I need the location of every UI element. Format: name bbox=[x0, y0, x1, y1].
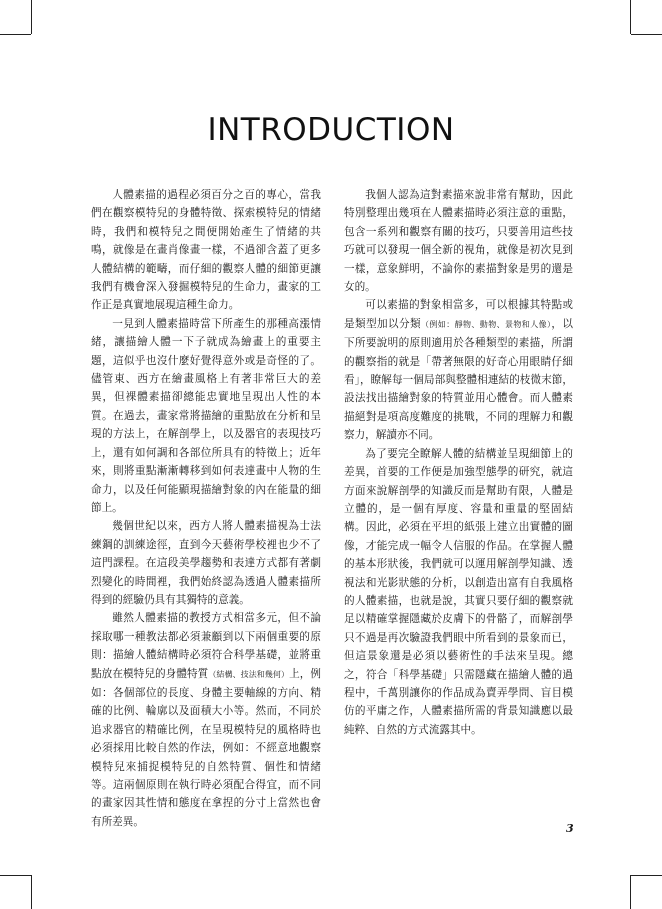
paragraph-text: 可以素描的對象相當多，可以根據其特點或是類型加以分類 bbox=[344, 299, 573, 330]
paragraph-text: 雖然人體素描的教授方式相當多元，但不論採取哪一種教法都必須兼顧到以下兩個重要的原則：描繪人體結構時必須符合科學基礎，並將重點放在模特兒的身體特質 bbox=[91, 612, 321, 680]
paragraph: 為了要完全瞭解人體的結構並呈現細節上的差異，首要的工作便是加強型態學的研究，就這方面來說解剖學的知識反而是幫助有限，人體是立體的，是一個有厚度、容量和重量的堅固結構。因此，必須在平坦的紙張上建立出實體的圖像，才能完成一幅令人信服的作品。在掌握人體的基本形狀後，我們就可以運用解剖學知識、透視法和光影狀態的分析，以創造出富有自我風格的人體素描，也就是說，其實只要仔細的觀察就足以精確掌握隱藏於皮膚下的骨骼了，而解剖學只不過是再次驗證我們眼中所看到的景象而已，但這景象還是必須以藝術性的手法來呈現。總之，符合「科學基礎」只需隱藏在描繪人體的過程中，千萬別讓你的作品成為賣弄學問、盲目模仿的平庸之作，人體素描所需的背景知識應以最純粹、自然的方式流露其中。 bbox=[344, 447, 573, 736]
crop-mark bbox=[630, 0, 631, 34]
crop-mark bbox=[0, 34, 31, 35]
parenthetical-note: （結構、技法和幾何） bbox=[208, 669, 290, 679]
page-number: 3 bbox=[566, 822, 574, 835]
paragraph bbox=[91, 609, 321, 831]
parenthetical-note: （例如：靜物、動物、景物和人像） bbox=[420, 319, 552, 329]
paragraph: 一見到人體素描時當下所產生的那種高漲情緒，讓描繪人體一下子就成為繪畫上的重要主題，這似乎也沒什麼好覺得意外或是奇怪的了。儘管東、西方在繪畫風格上有著非常巨大的差異，但裸體素描卻總能忠實地呈現出人性的本質。在過去，畫家常將描繪的重點放在分析和呈現的方法上，在解剖學上，以及器官的表現技巧上，還有如何調和各部位所具有的特徵上；近年來，則將重點漸漸轉移到如何表達畫中人物的生命力，以及任何能顯現描繪對象的內在能量的細節上。 bbox=[91, 317, 321, 514]
crop-mark bbox=[631, 875, 662, 876]
right-column bbox=[344, 186, 573, 739]
crop-mark bbox=[631, 34, 662, 35]
paragraph: 我個人認為這對素描來說非常有幫助，因此特別整理出幾項在人體素描時必須注意的重點，包含一系列和觀察有關的技巧，只要善用這些技巧就可以發現一個全新的視角，就像是初次見到一樣，意象鮮明，不論你的素描對象是男的還是女的。 bbox=[344, 189, 573, 294]
paragraph-text: 上，例如：各個部位的長度、身體主要軸線的方向、精確的比例、輪廓以及面積大小等。然而，不同於追求器官的精確比例，在呈現模特兒的風格時也必須採用比較自然的作法，例如：不經意地觀察模特兒來捕捉模特兒的自然特質、個性和情緒等。這兩個原則在執行時必須配合得宜，而不同的畫家因其性情和態度在拿捏的分寸上當然也會有所差異。 bbox=[91, 667, 322, 828]
paragraph bbox=[344, 296, 573, 444]
paragraph-text: ，以下所要說明的原則適用於各種類型的素描，所謂的觀察指的就是「帶著無限的好奇心用眼睛仔細看」，瞭解每一個局部與整體相連結的枝微末節，設法找出描繪對象的特質並用心體會。而人體素描絕對是項高度難度的挑戰，不同的理解力和觀察力，解讀亦不同。 bbox=[344, 317, 574, 442]
left-column bbox=[91, 186, 321, 831]
crop-mark bbox=[31, 875, 32, 909]
paragraph: 人體素描的過程必須百分之百的專心，當我們在觀察模特兒的身體特徵、探索模特兒的情緒時，我們和模特兒之間便開始產生了情緒的共鳴，就像是在畫肖像畫一樣，不過卻含蓋了更多人體結構的範疇，而仔細的觀察人體的細節更讓我們有機會深入發掘模特兒的生命力，畫家的工作正是真實地展現這種生命力。 bbox=[91, 189, 321, 312]
page-title: INTRODUCTION bbox=[207, 112, 455, 148]
crop-mark bbox=[0, 875, 31, 876]
paragraph: 幾個世紀以來，西方人將人體素描視為士法練鋼的訓練途徑，直到今天藝術學校裡也少不了這門課程。在這段美學趨勢和表達方式都有著劇烈變化的時間裡，我們始終認為透過人體素描所得到的經驗仍具有其獨特的意義。 bbox=[91, 520, 321, 606]
crop-mark bbox=[630, 875, 631, 909]
crop-mark bbox=[31, 0, 32, 34]
